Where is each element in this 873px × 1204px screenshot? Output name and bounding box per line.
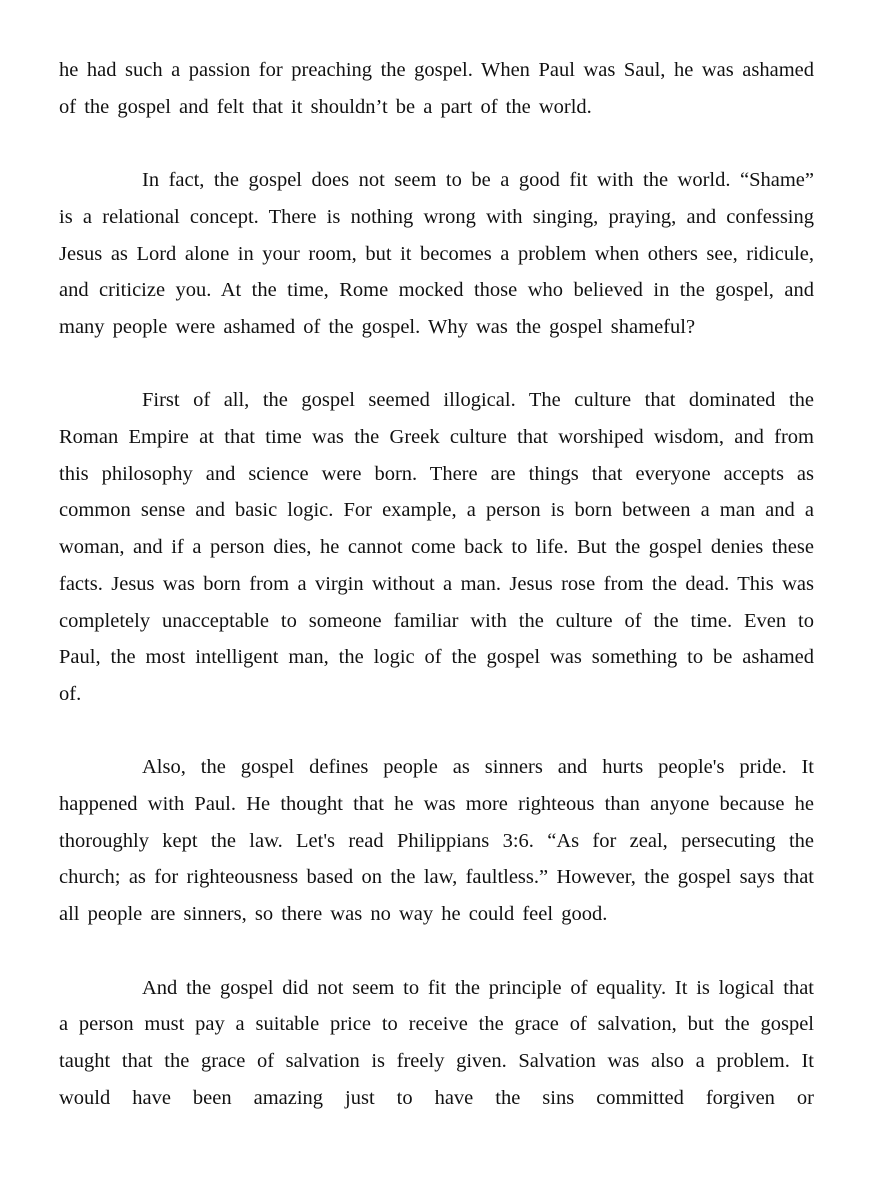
paragraph-sinners: Also, the gospel defines people as sinners and hurts people's pride. It happened with Paul. He thought that he was more righteous than anyone because he thoroughly kept the law. Let's read Philippians 3:6. “As for zeal, persecuting the church; as for righteousness based on the law, faultless.” However, the gospel says that all people are sinners, so there was no way he could feel good. [59, 756, 814, 926]
paragraph-continued: he had such a passion for preaching the gospel. When Paul was Saul, he was ashamed of the gospel and felt that it shouldn’t be a part of the world. [59, 59, 814, 118]
paragraph-shame-concept: In fact, the gospel does not seem to be a good fit with the world. “Shame” is a relational concept. There is nothing wrong with singing, praying, and confessing Jesus as Lord alone in your room, but it becomes a problem when others see, ridicule, and criticize you. At the time, Rome mocked those who believed in the gospel, and many people were ashamed of the gospel. Why was the gospel shameful? [59, 169, 814, 338]
document-page [59, 52, 814, 1116]
paragraph-illogical: First of all, the gospel seemed illogical. The culture that dominated the Roman Empire at that time was the Greek culture that worshiped wisdom, and from this philosophy and science were born. There are things that everyone accepts as common sense and basic logic. For example, a person is born between a man and a woman, and if a person dies, he cannot come back to life. But the gospel denies these facts. Jesus was born from a virgin without a man. Jesus rose from the dead. This was completely unacceptable to someone familiar with the culture of the time. Even to Paul, the most intelligent man, the logic of the gospel was something to be ashamed of. [59, 389, 814, 705]
paragraph-equality: And the gospel did not seem to fit the principle of equality. It is logical that a person must pay a suitable price to receive the grace of salvation, but the gospel taught that the grace of salvation is freely given. Salvation was also a problem. It would have been amazing just to have the sins committed forgiven or [59, 976, 814, 1109]
